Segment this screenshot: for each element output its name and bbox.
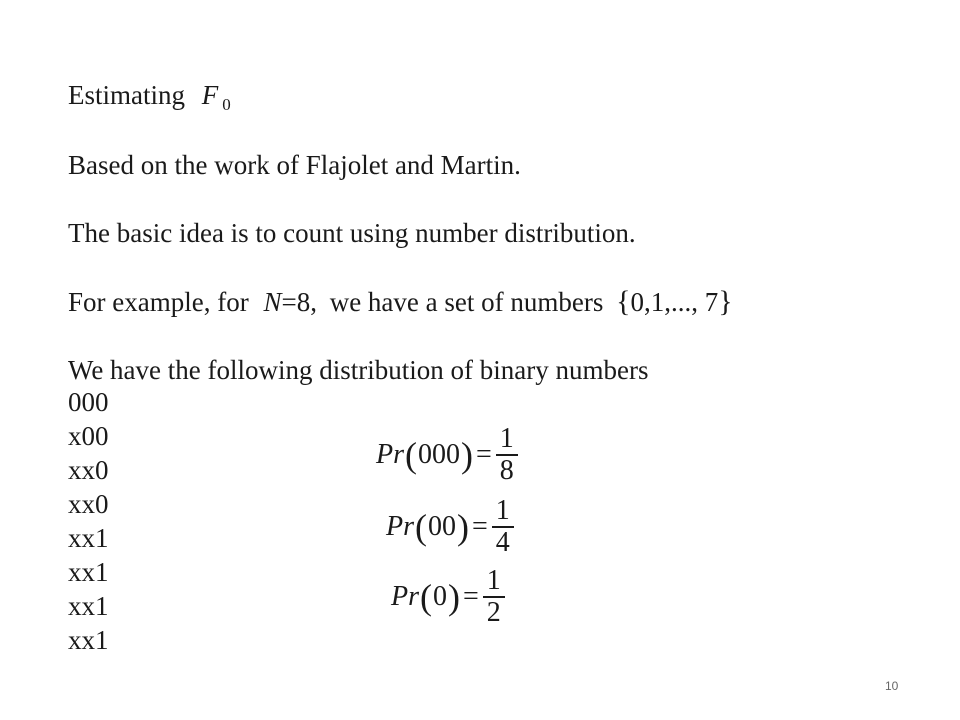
binary-number: xx0 [68,489,109,519]
formula-equals: = [472,511,488,542]
binary-number: xx1 [68,625,109,655]
text-line-3 [68,287,733,317]
formula-fraction [492,496,514,558]
binary-number: xx1 [68,591,109,621]
line3-set: 0,1,..., 7 [630,287,719,317]
formula-arg: 0 [433,581,447,612]
formula-close-paren: ) [457,507,469,547]
formula-close-paren: ) [448,577,460,617]
title-variable: F [201,80,219,110]
slide-title [68,80,231,114]
page-number: 10 [885,679,899,693]
line3-mid: we have a set of numbers [329,287,604,317]
line3-variable: N [263,287,282,317]
formula-arg: 00 [428,511,456,542]
text-line-2: The basic idea is to count using number distribution. [68,218,636,248]
binary-number: x00 [68,421,109,451]
title-text: Estimating [68,80,185,110]
binary-number: xx1 [68,523,109,553]
fraction-numerator: 1 [499,423,514,454]
line3-equals: =8, [281,287,317,317]
fraction-denominator: 8 [499,455,514,486]
binary-number: 000 [68,387,109,417]
formula-func: Pr [386,511,414,542]
set-close-brace: } [718,285,733,318]
text-line-4: We have the following distribution of binary numbers [68,355,649,385]
set-open-brace: { [616,285,631,318]
formula-close-paren: ) [461,435,473,475]
probability-formula [376,424,518,486]
probability-formula [391,566,505,628]
formula-equals: = [463,581,479,612]
formula-equals: = [476,439,492,470]
formula-open-paren: ( [405,435,417,475]
binary-number: xx0 [68,455,109,485]
text-line-1: Based on the work of Flajolet and Martin. [68,150,521,180]
probability-formula [386,496,514,558]
binary-number: xx1 [68,557,109,587]
formula-fraction [496,424,518,486]
title-subscript: 0 [222,95,231,114]
formula-arg: 000 [418,439,460,470]
fraction-numerator: 1 [486,565,501,596]
fraction-numerator: 1 [495,495,510,526]
line3-prefix: For example, for [68,287,249,317]
fraction-denominator: 4 [495,527,510,558]
formula-open-paren: ( [415,507,427,547]
formula-fraction [483,566,505,628]
formula-func: Pr [391,581,419,612]
formula-func: Pr [376,439,404,470]
formula-open-paren: ( [420,577,432,617]
fraction-denominator: 2 [486,597,501,628]
